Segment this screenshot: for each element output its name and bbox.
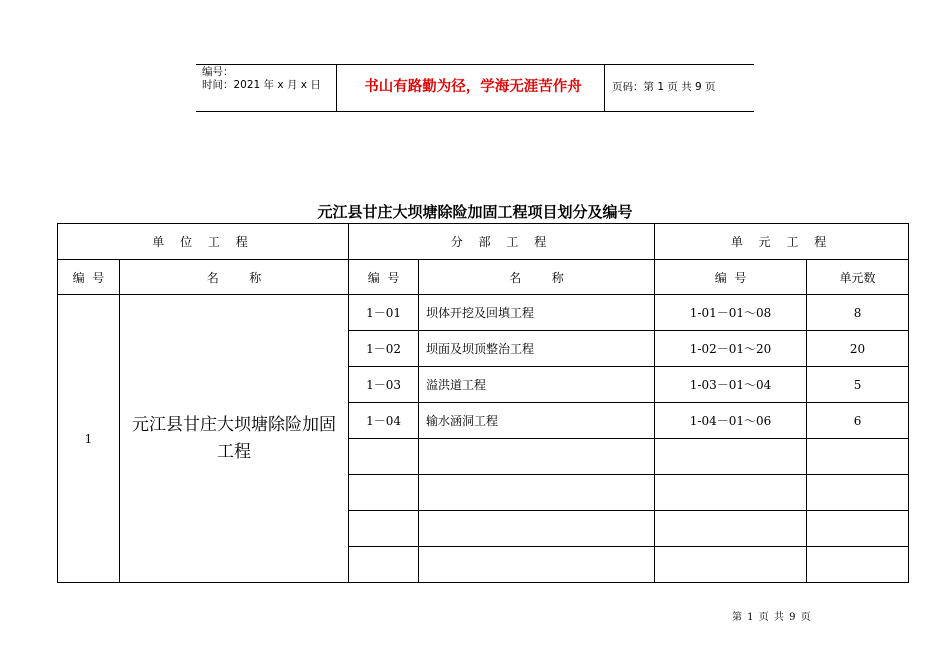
empty-cell <box>419 511 655 547</box>
element-count: 6 <box>807 403 909 439</box>
header-page-info: 页码：第 1 页 共 9 页 <box>612 81 716 93</box>
division-code: 1－01 <box>349 295 419 331</box>
element-count: 5 <box>807 367 909 403</box>
empty-cell <box>349 439 419 475</box>
empty-cell <box>349 475 419 511</box>
document-header <box>196 64 754 112</box>
header-bottom-rule <box>196 111 754 112</box>
empty-cell <box>655 511 807 547</box>
header-motto: 书山有路勤为径，学海无涯苦作舟 <box>364 79 582 95</box>
empty-cell <box>807 547 909 583</box>
element-count: 20 <box>807 331 909 367</box>
empty-cell <box>807 439 909 475</box>
empty-cell <box>419 547 655 583</box>
empty-cell <box>655 475 807 511</box>
empty-cell <box>655 439 807 475</box>
element-code: 1-03－01～04 <box>655 367 807 403</box>
subheader-division-no: 编 号 <box>349 260 419 295</box>
subheader-element-no: 编 号 <box>655 260 807 295</box>
unit-name: 元江县甘庄大坝塘除险加固工程 <box>120 295 349 583</box>
division-name: 坝体开挖及回填工程 <box>419 295 655 331</box>
empty-cell <box>419 439 655 475</box>
subheader-element-count: 单元数 <box>807 260 909 295</box>
sub-header-row <box>58 260 909 295</box>
page-footer: 第 1 页 共 9 页 <box>732 612 812 623</box>
empty-cell <box>349 511 419 547</box>
empty-cell <box>807 511 909 547</box>
element-count: 8 <box>807 295 909 331</box>
document-title: 元江县甘庄大坝塘除险加固工程项目划分及编号 <box>317 203 633 221</box>
empty-cell <box>807 475 909 511</box>
header-divider <box>336 65 337 111</box>
division-name: 坝面及坝顶整治工程 <box>419 331 655 367</box>
division-code: 1－04 <box>349 403 419 439</box>
header-element-project: 单 元 工 程 <box>655 224 909 260</box>
division-code: 1－03 <box>349 367 419 403</box>
division-code: 1－02 <box>349 331 419 367</box>
header-meta <box>202 66 321 92</box>
empty-cell <box>419 475 655 511</box>
header-unit-project: 单 位 工 程 <box>58 224 349 260</box>
division-name: 输水涵洞工程 <box>419 403 655 439</box>
division-name: 溢洪道工程 <box>419 367 655 403</box>
project-division-table <box>57 223 909 583</box>
table-row <box>58 295 909 331</box>
doc-number-label: 编号： <box>202 66 234 78</box>
doc-time: 时间：2021 年 x 月 x 日 <box>202 79 321 91</box>
subheader-unit-no: 编 号 <box>58 260 120 295</box>
subheader-unit-name: 名 称 <box>120 260 349 295</box>
subheader-division-name: 名 称 <box>419 260 655 295</box>
unit-number: 1 <box>58 295 120 583</box>
empty-cell <box>349 547 419 583</box>
header-divider <box>604 65 605 111</box>
element-code: 1-01－01～08 <box>655 295 807 331</box>
header-division-project: 分 部 工 程 <box>349 224 655 260</box>
element-code: 1-04－01～06 <box>655 403 807 439</box>
group-header-row <box>58 224 909 260</box>
empty-cell <box>655 547 807 583</box>
element-code: 1-02－01～20 <box>655 331 807 367</box>
